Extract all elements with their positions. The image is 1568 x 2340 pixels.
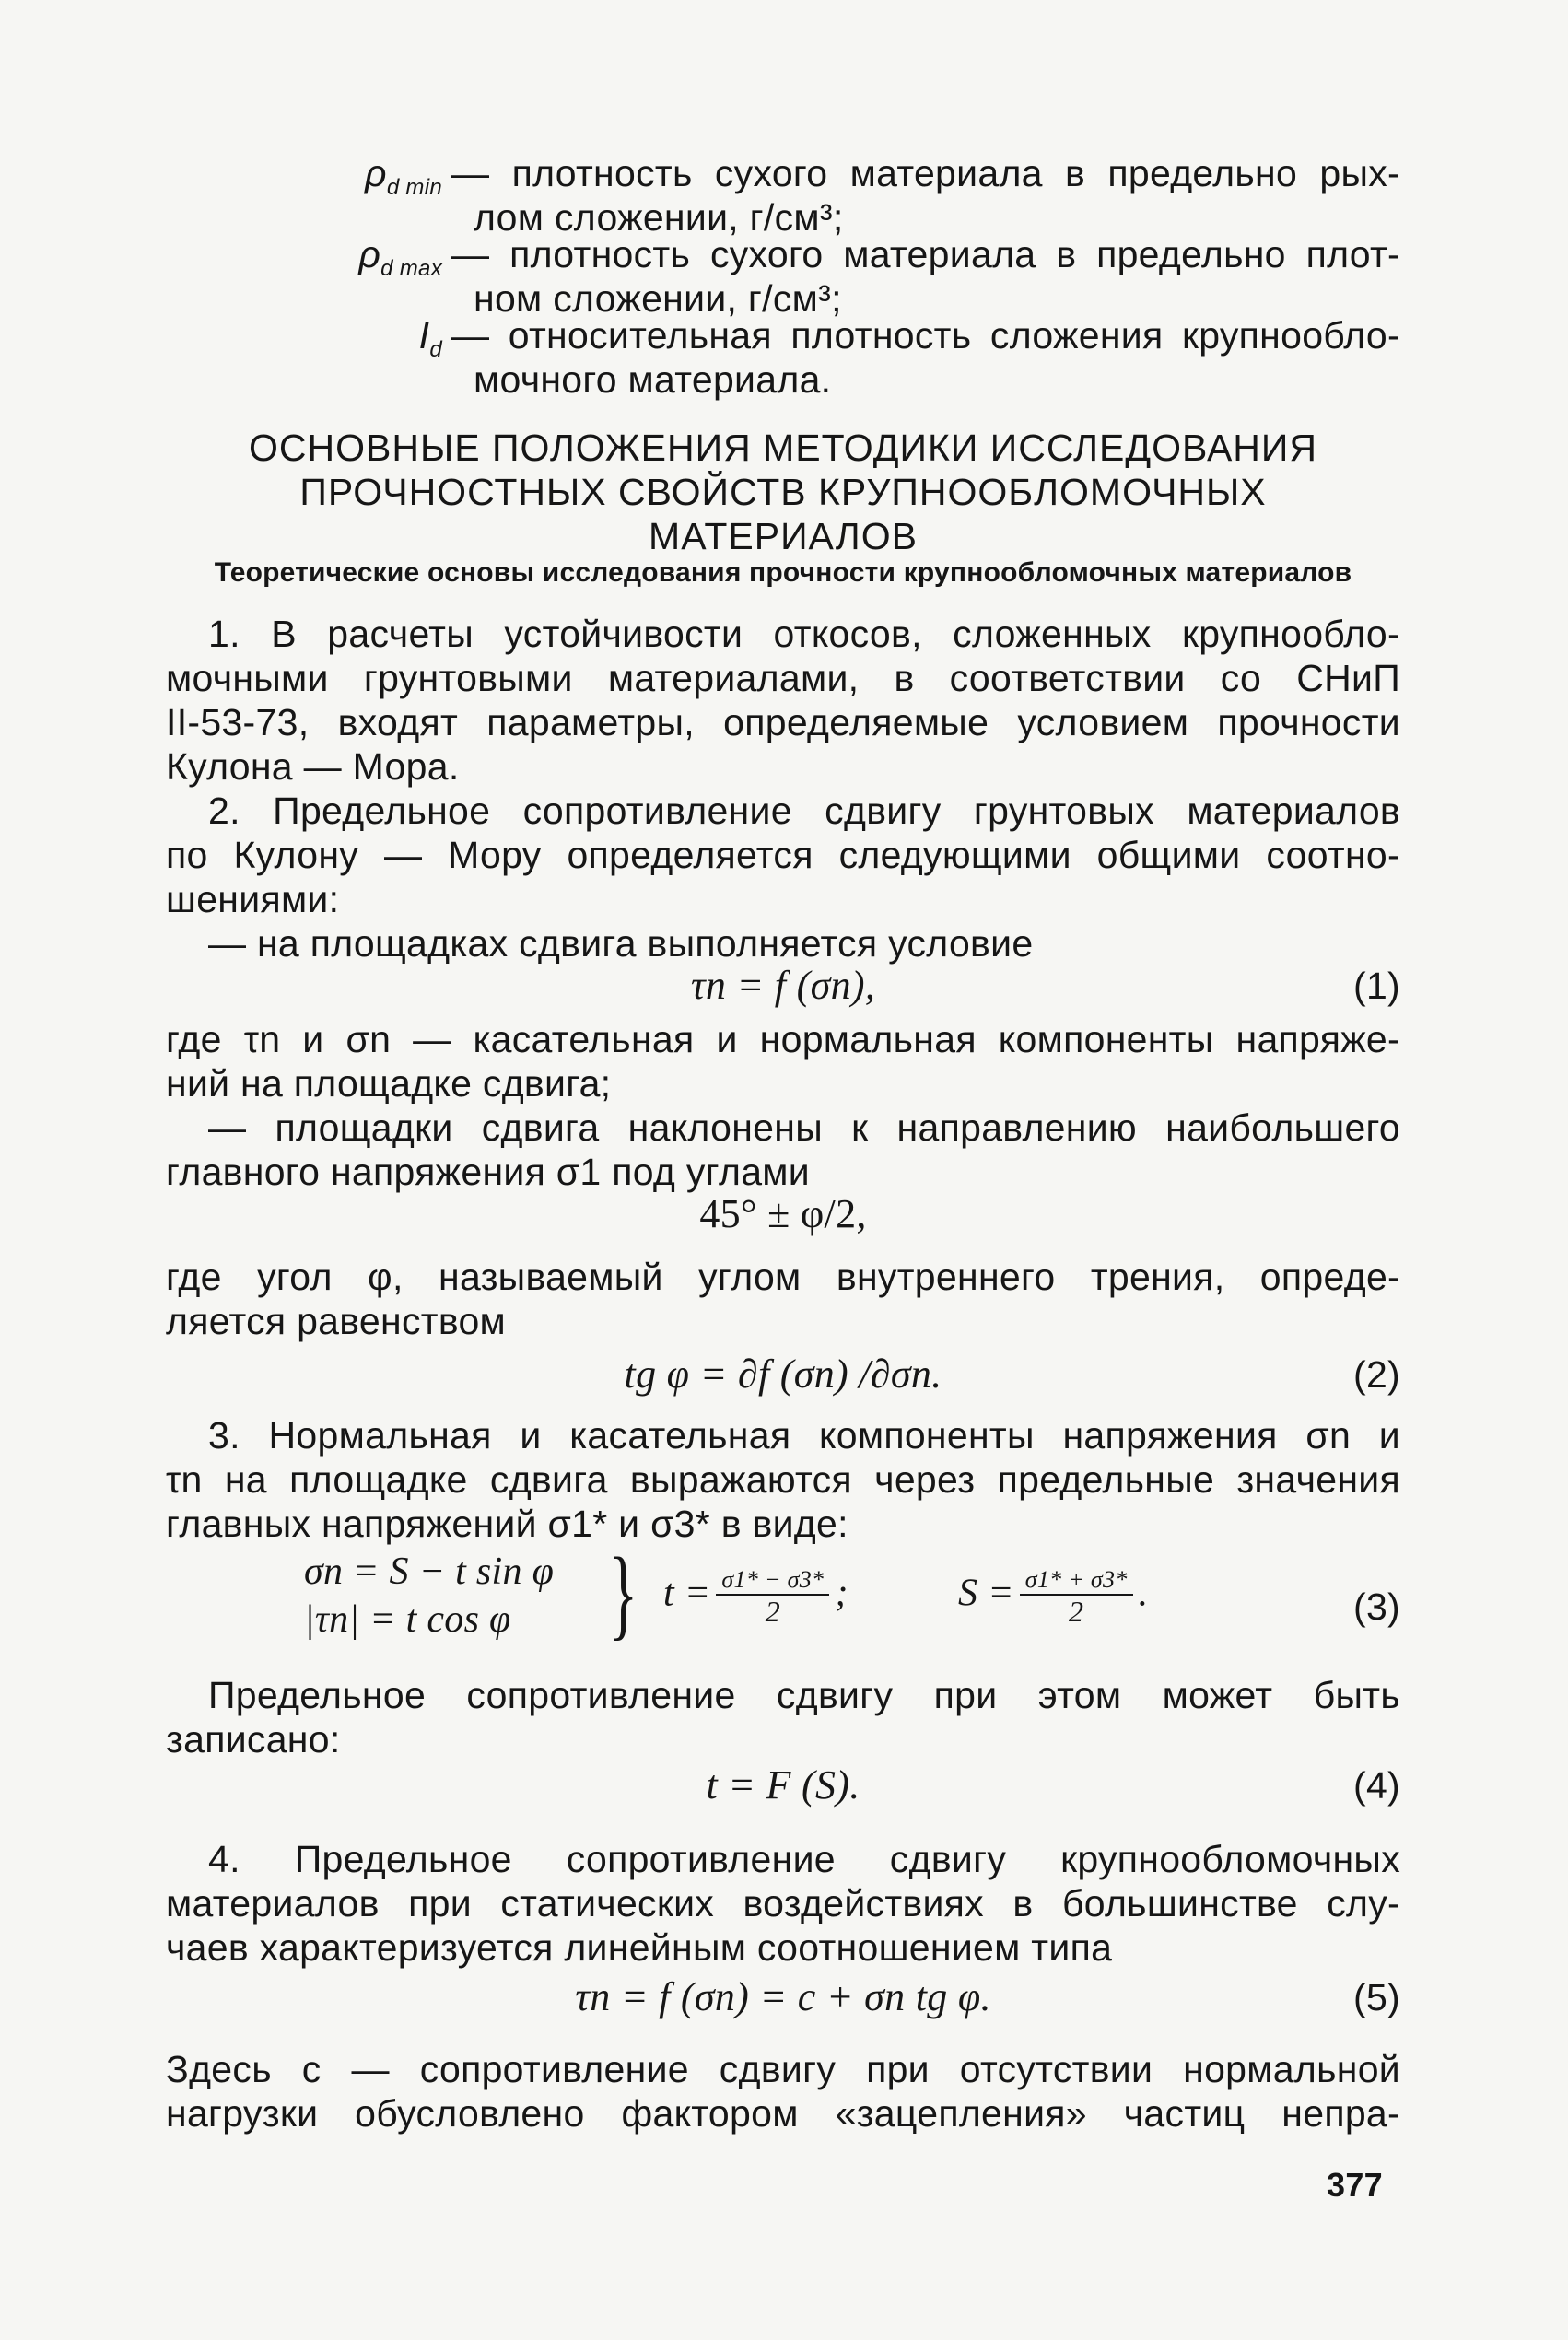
equation-formula: τn = f (σn), xyxy=(690,963,876,1008)
equation-4 xyxy=(166,1763,1400,1809)
definition-text: — плотность сухого материала в предельно рых- лом сложении, г/см³; xyxy=(451,152,1400,239)
definition-symbol: $I_d$ xyxy=(418,314,442,363)
equation-angle xyxy=(166,1192,1400,1238)
equation-formula: t = F (S). xyxy=(706,1762,860,1808)
equation-number: (1) xyxy=(1352,965,1400,1007)
brace-symbol: } xyxy=(608,1537,638,1649)
equation-s-definition: S = $\frac{\sigma 1* + \sigma 3*}{2}$ . xyxy=(958,1566,1149,1628)
section-heading: ОСНОВНЫЕ ПОЛОЖЕНИЯ МЕТОДИКИ ИССЛЕДОВАНИЯ ПРОЧНОСТНЫХ СВОЙСТВ КРУПНООБЛОМОЧНЫХ МАТЕРИАЛОВ xyxy=(249,427,1317,557)
paragraph-6: Предельное сопротивление сдвигу при этом может быть записано: xyxy=(166,1674,1400,1761)
equation-formula: tg φ = ∂f (σn) /∂σn. xyxy=(624,1351,942,1397)
definition-text: — относительная плотность сложения крупнообло- мочного материала. xyxy=(451,314,1400,401)
paragraph-7: 4. Предельное сопротивление сдвигу крупнообломочных материалов при статических воздействиях в большинстве слу- чаев характеризуется линейным соотношением типа xyxy=(166,1838,1400,1969)
equation-formula: τn = f (σn) = c + σn tg φ. xyxy=(575,1974,991,2019)
definition-symbol: $\rho_{d max}$ xyxy=(358,233,442,282)
paragraph-4: где угол φ, называемый углом внутреннего трения, опреде- ляется равенством xyxy=(166,1256,1400,1342)
equation-t-definition: t = $\frac{\sigma 1* - \sigma 3*}{2}$ ; xyxy=(663,1566,848,1628)
page-number: 377 xyxy=(1327,2166,1383,2204)
equation-formula: 45° ± φ/2, xyxy=(699,1191,867,1236)
equation-3 xyxy=(166,1537,1400,1649)
definition-text: — плотность сухого материала в предельно плот- ном сложении, г/см³; xyxy=(451,233,1400,320)
paragraph-1: 1. В расчеты устойчивости откосов, сложенных крупнообло- мочными грунтовыми материалами, в соответствии со СНиП II-53-73, входят параметры, определяемые условием прочности Кулона — Мора. xyxy=(166,613,1400,788)
equation-number: (3) xyxy=(1352,1585,1400,1628)
paragraph-2: 2. Предельное сопротивление сдвигу грунтовых материалов по Кулону — Мору определяется следующими общими соотно- шениями: — на площадках сдвига выполняется условие xyxy=(166,790,1400,965)
equation-1 xyxy=(166,964,1400,1010)
equation-5 xyxy=(166,1975,1400,2021)
definition-symbol: $\rho_{d min}$ xyxy=(365,152,442,201)
equation-number: (2) xyxy=(1352,1353,1400,1396)
equation-number: (5) xyxy=(1352,1976,1400,2018)
paragraph-8: Здесь c — сопротивление сдвигу при отсутствии нормальной нагрузки обусловлено фактором «зацепления» частиц непра- xyxy=(166,2048,1400,2135)
equation-system: σn = S − t sin φ |τn| = t cos φ xyxy=(304,1550,555,1641)
paragraph-3: где τn и σn — касательная и нормальная компоненты напряже- ний на площадке сдвига; — площадки сдвига наклонены к направлению наибольшего главного напряжения σ1 под углами xyxy=(166,1018,1400,1193)
equation-number: (4) xyxy=(1352,1764,1400,1807)
paragraph-5: 3. Нормальная и касательная компоненты напряжения σn и τn на площадке сдвига выражаются через предельные значения главных напряжений σ1* и σ3* в виде: xyxy=(166,1414,1400,1545)
equation-2 xyxy=(166,1352,1400,1398)
subsection-heading: Теоретические основы исследования прочности крупнообломочных материалов xyxy=(214,557,1352,588)
